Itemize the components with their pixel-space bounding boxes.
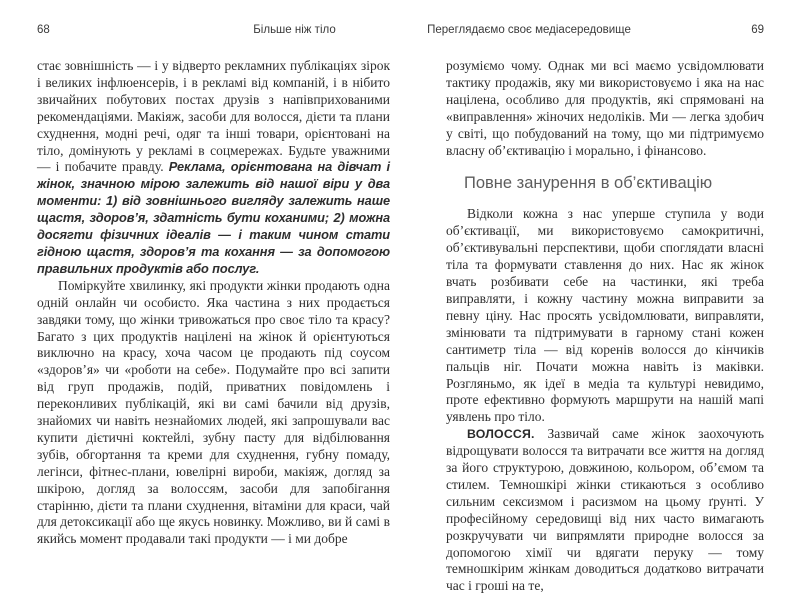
page-right (427, 24, 764, 600)
paragraph-hair (446, 426, 764, 595)
page-number-left: 68 (37, 24, 50, 36)
paragraph-text: Зазвичай саме жінок заохочують відрощувати волосся та витрачати все життя на догляд за його структурою, довжиною, кольором, об’ємом та стилем. Темношкірі жінки стикаються з особливо сильним сексизмом і расизмом на цьому ґрунті. У професійному середовищі від них часто вимагають розкручувати чи випрямляти природне волосся за допомогою хімії чи вдягати перуку — тому темношкірим жінкам доводиться додатково витрачати час і гроші на те, (446, 426, 764, 594)
emphasized-advertising-claim: Реклама, орієнтована на дівчат і жінок, значною мірою залежить від нашої віри у два моменти: 1) від зовнішнього вигляду залежить наше щастя, здоров’я, здатність бути коханими; 2) можна досягти фізичних ідеалів — і таким чином стати гідною щастя, здоров’я та кохання — за допомогою правильних продуктів або послуг. (37, 159, 390, 276)
running-header-left (37, 24, 390, 39)
runin-heading-hair: ВОЛОССЯ. (467, 427, 535, 442)
paragraph-text: стає зовнішність — і у відверто рекламних публікаціях зірок і великих інфлюенсерів, і в рекламі від компаній, і в нібито звичайних побутових постах друзів з напівприхованими рекомендаціями. Макіяж, засоби для волосся, дієти та плани схуднення, модні речі, одяг та інші товари, орієнтовані на тіло, домінують у рекламі в соцмережах. Будьте уважними — і побачите правду. (37, 58, 390, 175)
section-heading-objectification: Повне занурення в об’єктивацію (464, 174, 713, 193)
page-right-body (446, 58, 764, 595)
paragraph-ads-continuation (37, 58, 390, 278)
paragraph-sales-tactics: розуміємо чому. Однак ми всі маємо усвідомлювати тактику продажів, яку ми використовуємо і яка на нас націлена, особливо для продуктів, які спрямовані на «виправлення» жіночих недоліків. Ми — легка здобич у світі, що побудований на тому, що ми підтримуємо власну об’єктивацію і морально, і фінансово. (446, 58, 764, 158)
paragraph-think-products: Поміркуйте хвилинку, які продукти жінки продають одна одній онлайн чи особисто. Яка частина з них продається завдяки тому, що жінки тривожаться про своє тіло та красу? Багато з цих продуктів націлені на жінок й орієнтуються виключно на красу, хоча часом це продають під соусом «здоров’я» чи «роботи на себе». Подумайте про всі запити від груп продажів, подій, приватних повідомлень і переконливих публікацій, які ви самі бачили від друзів, знайомих чи навіть незнайомих людей, які запрошували вас купити дієтичні коктейлі, зубну пасту для відбілювання зубів, обгортання та креми для схуднення, губну помаду, легінси, фітнес-плани, ювелірні вироби, макіяж, догляд за шкірою, догляд за волоссям, засоби для запобігання старінню, дієти та плани схуднення, вітаміни для краси, чай для детоксикації або ще якусь новинку. Можливо, ви й самі в якийсь момент продавали такі продукти — і ми добре (37, 277, 390, 547)
running-head-left: Більше ніж тіло (253, 24, 336, 36)
running-header-right (427, 24, 764, 39)
running-head-right: Переглядаємо своє медіасередовище (427, 24, 631, 36)
page-left (37, 24, 390, 600)
paragraph-immersion: Відколи кожна з нас уперше ступила у води об’єктивації, ми використовуємо самокритичні, об’єктивувальні перспективи, щоби споглядати власні тіла та формувати ставлення до них. Нас як жінок вчать розбивати себе на частинки, які треба виправляти, і кожну частину можна виправити за певну ціну. Нас просять усвідомлювати, виправляти, змінювати та підтримувати в гарному стані кожен сантиметр тіла — від коренів волосся до кінчиків пальців ніг. Почати можна навіть із маківки. Розгляньмо, як ідеї в медіа та культурі невидимо, проте ефективно формують маршрути на нашій мапі уявлень про тіло. (446, 206, 764, 425)
page-left-body (37, 58, 390, 548)
page-number-right: 69 (751, 24, 764, 36)
